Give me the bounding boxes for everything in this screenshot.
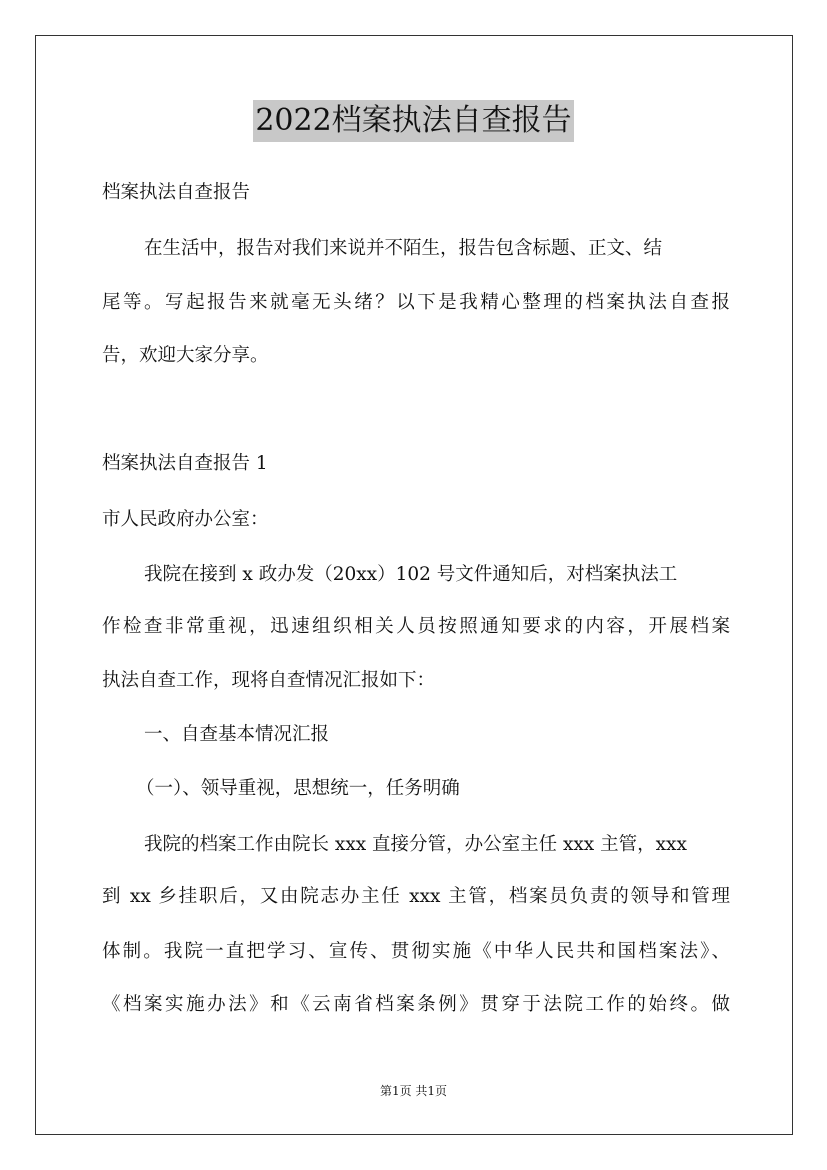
intro-line-2: 尾等。写起报告来就毫无头绪？以下是我精心整理的档案执法自查报 bbox=[102, 292, 730, 313]
paragraph-2-line-2: 到 xx 乡挂职后，又由院志办主任 xxx 主管，档案员负责的领导和管理 bbox=[102, 886, 730, 907]
heading-level-2: （一）、领导重视，思想统一，任务明确 bbox=[136, 778, 460, 799]
page-footer: 第1页 共1页 bbox=[379, 1084, 448, 1098]
addressee: 市人民政府办公室： bbox=[102, 509, 269, 530]
paragraph-2-line-4: 《档案实施办法》和《云南省档案条例》贯穿于法院工作的始终。做 bbox=[102, 994, 730, 1015]
intro-line-3: 告，欢迎大家分享。 bbox=[102, 345, 269, 366]
section-heading: 档案执法自查报告 1 bbox=[102, 453, 268, 474]
paragraph-1-line-3: 执法自查工作，现将自查情况汇报如下： bbox=[102, 670, 436, 691]
paragraph-1-line-2: 作检查非常重视，迅速组织相关人员按照通知要求的内容，开展档案 bbox=[102, 616, 730, 637]
title-wrapper bbox=[0, 100, 827, 142]
subtitle: 档案执法自查报告 bbox=[102, 182, 251, 203]
heading-level-1: 一、自查基本情况汇报 bbox=[144, 724, 330, 745]
paragraph-1-line-1: 我院在接到 x 政办发（20xx）102 号文件通知后，对档案执法工 bbox=[144, 564, 678, 585]
document-title: 2022档案执法自查报告 bbox=[253, 100, 573, 142]
paragraph-2-line-3: 体制。我院一直把学习、宣传、贯彻实施《中华人民共和国档案法》、 bbox=[102, 941, 730, 962]
paragraph-2-line-1: 我院的档案工作由院长 xxx 直接分管，办公室主任 xxx 主管，xxx bbox=[144, 834, 687, 855]
intro-line-1: 在生活中，报告对我们来说并不陌生，报告包含标题、正文、结 bbox=[144, 238, 663, 259]
